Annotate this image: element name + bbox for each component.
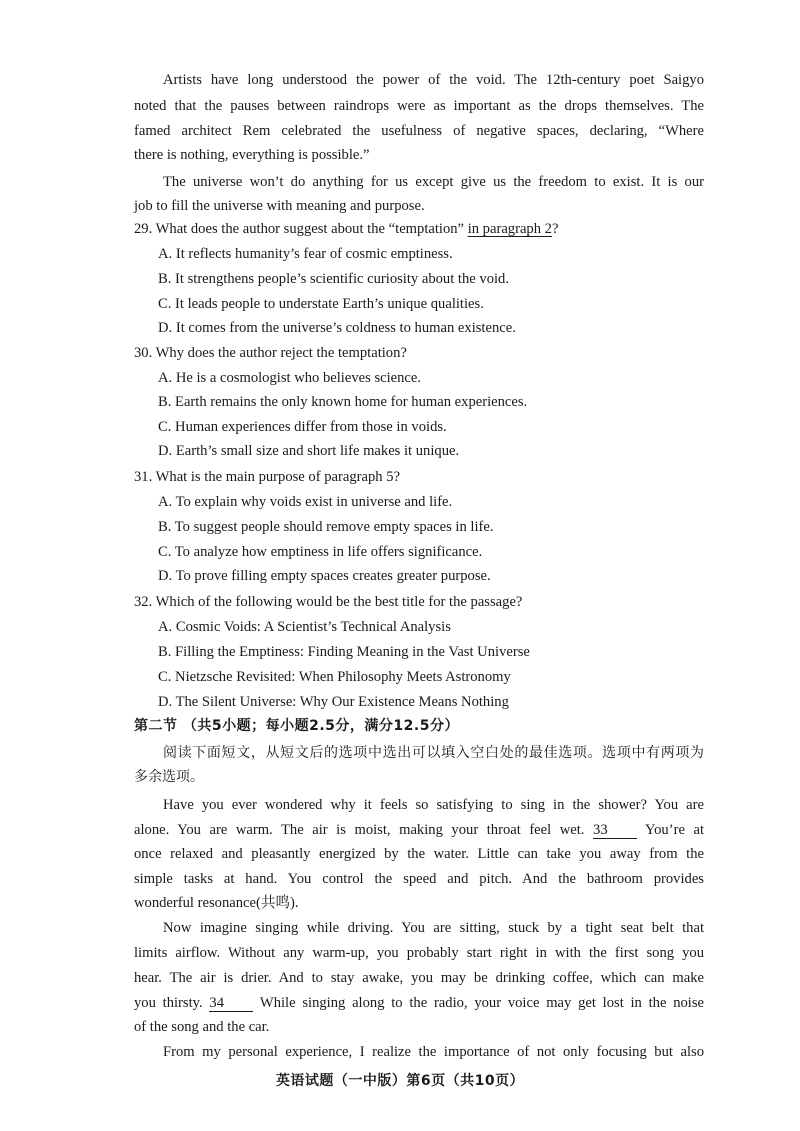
option-30-b: B. Earth remains the only known home for human experiences. <box>158 394 528 410</box>
section-instruction: 阅读下面短文，从短文后的选项中选出可以填入空白处的最佳选项。选项中有两项为 <box>163 745 704 761</box>
paragraph-text: You’re at <box>645 822 704 838</box>
paragraph-line: Now imagine singing while driving. You are sitting, stuck by a tight seat belt that <box>163 920 704 936</box>
underlined-phrase: in paragraph 2 <box>467 221 552 237</box>
page-footer: 英语试题（一中版）第6页（共10页） <box>275 1073 525 1089</box>
question-stem-text: 29. What does the author suggest about the “temptation” <box>134 221 468 237</box>
question-32-stem: 32. Which of the following would be the best title for the passage? <box>134 594 523 610</box>
option-29-c: C. It leads people to understate Earth’s unique qualities. <box>158 296 484 312</box>
paragraph-line <box>134 818 704 843</box>
paragraph-line <box>134 991 704 1016</box>
paragraph-line: Artists have long understood the power of the void. The 12th-century poet Saigyo <box>163 72 704 88</box>
paragraph-text: alone. You are warm. The air is moist, making your throat feel wet. <box>134 822 585 838</box>
paragraph-line: there is nothing, everything is possible.” <box>134 147 370 163</box>
paragraph-line: job to fill the universe with meaning and purpose. <box>134 198 425 214</box>
paragraph-line: famed architect Rem celebrated the usefulness of negative spaces, declaring, “Where <box>134 123 704 139</box>
option-29-b: B. It strengthens people’s scientific curiosity about the void. <box>158 271 509 287</box>
section-heading: 第二节 （共5小题；每小题2.5分，满分12.5分） <box>134 718 459 734</box>
paragraph-line: simple tasks at hand. You control the speed and pitch. And the bathroom provides <box>134 871 704 887</box>
option-30-c: C. Human experiences differ from those in voids. <box>158 419 447 435</box>
option-30-a: A. He is a cosmologist who believes science. <box>158 370 422 386</box>
option-32-c: C. Nietzsche Revisited: When Philosophy Meets Astronomy <box>158 669 511 685</box>
option-31-a: A. To explain why voids exist in universe and life. <box>158 494 453 510</box>
paragraph-line: noted that the pauses between raindrops were as important as the drops themselves. The <box>134 98 704 114</box>
question-30-stem: 30. Why does the author reject the temptation? <box>134 345 407 361</box>
paragraph-text: While singing along to the radio, your voice may get lost in the noise <box>259 995 704 1011</box>
question-stem-text: ? <box>551 221 559 237</box>
paragraph-line: limits airflow. Without any warm-up, you probably start right in with the first song you <box>134 945 704 961</box>
option-29-d: D. It comes from the universe’s coldness to human existence. <box>158 320 516 336</box>
paragraph-line: of the song and the car. <box>134 1019 270 1035</box>
option-31-c: C. To analyze how emptiness in life offers significance. <box>158 544 483 560</box>
option-31-b: B. To suggest people should remove empty spaces in life. <box>158 519 494 535</box>
section-instruction: 多余选项。 <box>134 769 204 785</box>
option-31-d: D. To prove filling empty spaces creates greater purpose. <box>158 568 491 584</box>
paragraph-line: The universe won’t do anything for us except give us the freedom to exist. It is our <box>163 174 704 190</box>
option-32-a: A. Cosmic Voids: A Scientist’s Technical Analysis <box>158 619 451 635</box>
option-32-b: B. Filling the Emptiness: Finding Meaning in the Vast Universe <box>158 644 530 660</box>
question-31-stem: 31. What is the main purpose of paragraph 5? <box>134 469 400 485</box>
blank-34: 34 <box>209 995 253 1012</box>
question-29-stem <box>134 219 558 239</box>
paragraph-line: From my personal experience, I realize the importance of not only focusing but also <box>163 1044 704 1060</box>
paragraph-line: hear. The air is drier. And to stay awake, you may be drinking coffee, which can make <box>134 970 704 986</box>
option-29-a: A. It reflects humanity’s fear of cosmic emptiness. <box>158 246 453 262</box>
paragraph-line: Have you ever wondered why it feels so satisfying to sing in the shower? You are <box>163 797 704 813</box>
option-30-d: D. Earth’s small size and short life makes it unique. <box>158 443 460 459</box>
paragraph-line: wonderful resonance(共鸣). <box>134 895 299 911</box>
option-32-d: D. The Silent Universe: Why Our Existence Means Nothing <box>158 694 509 710</box>
paragraph-text: you thirsty. <box>134 995 203 1011</box>
blank-33: 33 <box>593 822 637 839</box>
paragraph-line: once relaxed and pleasantly energized by the water. Little can take you away from the <box>134 846 704 862</box>
